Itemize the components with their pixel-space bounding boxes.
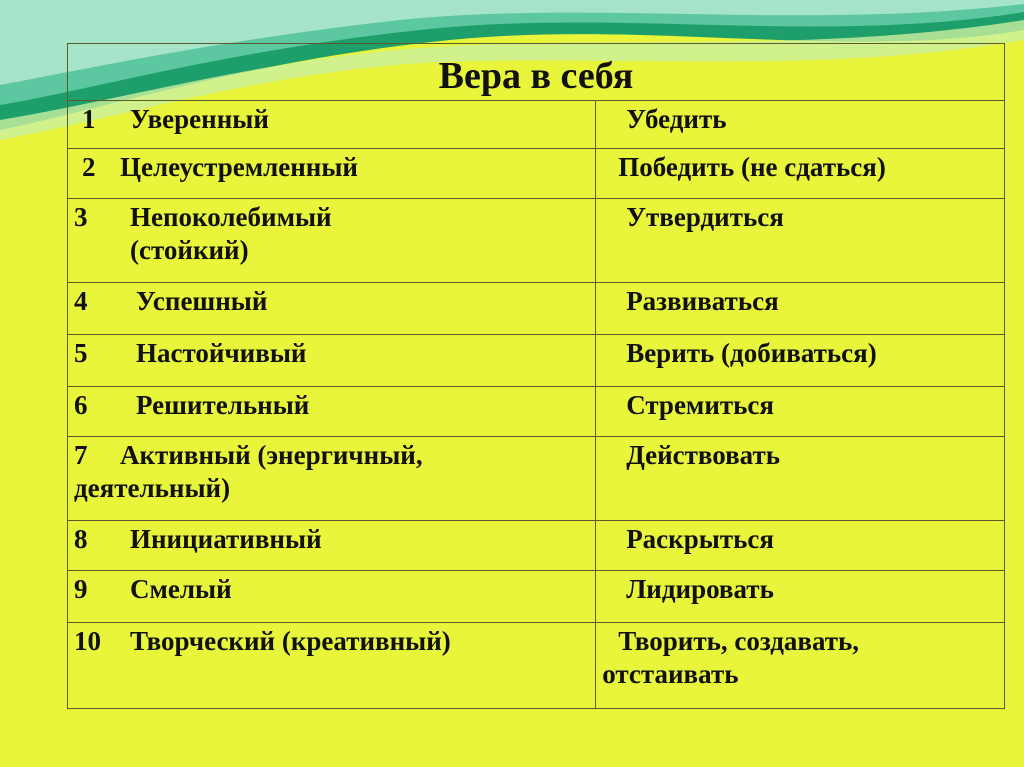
table-title: Вера в себя — [68, 44, 1005, 101]
quality-cell — [68, 199, 596, 283]
quality-cell — [68, 149, 596, 199]
row-number: 9 — [74, 574, 88, 604]
table-row — [68, 623, 1005, 709]
quality-cell — [68, 521, 596, 571]
row-number: 3 — [74, 202, 88, 232]
table-row — [68, 521, 1005, 571]
row-number: 10 — [74, 626, 101, 656]
quality-text-line2: деятельный) — [74, 473, 231, 503]
table-title-row — [68, 44, 1005, 101]
action-cell: Верить (добиваться) — [596, 335, 1005, 387]
quality-cell — [68, 335, 596, 387]
action-cell: Раскрыться — [596, 521, 1005, 571]
quality-text: Непоколебимый — [130, 202, 332, 232]
table-row — [68, 437, 1005, 521]
quality-cell — [68, 623, 596, 709]
action-cell: Действовать — [596, 437, 1005, 521]
action-cell: Убедить — [596, 101, 1005, 149]
qualities-table — [67, 43, 1005, 709]
row-number: 5 — [74, 338, 88, 368]
quality-cell — [68, 283, 596, 335]
action-cell: Лидировать — [596, 571, 1005, 623]
row-number: 1 — [82, 104, 96, 134]
row-number: 6 — [74, 390, 88, 420]
quality-text-line2: (стойкий) — [130, 235, 249, 265]
action-cell: Стремиться — [596, 387, 1005, 437]
quality-text: Творческий (креативный) — [130, 626, 451, 656]
row-number: 2 — [82, 152, 96, 182]
action-text: Творить, создавать, — [618, 626, 860, 656]
table-row — [68, 283, 1005, 335]
action-cell: Утвердиться — [596, 199, 1005, 283]
table-row — [68, 101, 1005, 149]
quality-text: Активный (энергичный, — [120, 440, 423, 470]
row-number: 8 — [74, 524, 88, 554]
table-row — [68, 335, 1005, 387]
quality-cell — [68, 571, 596, 623]
quality-text: Целеустремленный — [120, 152, 358, 182]
quality-cell — [68, 437, 596, 521]
quality-text: Настойчивый — [136, 338, 307, 368]
quality-text: Решительный — [136, 390, 310, 420]
action-cell: Победить (не сдаться) — [596, 149, 1005, 199]
action-text-line2: отстаивать — [602, 659, 739, 689]
quality-cell — [68, 101, 596, 149]
table-row — [68, 571, 1005, 623]
row-number: 4 — [74, 286, 88, 316]
table-row — [68, 149, 1005, 199]
quality-text: Смелый — [130, 574, 232, 604]
quality-text: Уверенный — [130, 104, 269, 134]
table-row — [68, 387, 1005, 437]
action-cell: Развиваться — [596, 283, 1005, 335]
quality-cell — [68, 387, 596, 437]
quality-text: Успешный — [136, 286, 268, 316]
action-cell — [596, 623, 1005, 709]
quality-text: Инициативный — [130, 524, 322, 554]
table-row — [68, 199, 1005, 283]
row-number: 7 — [74, 440, 88, 470]
